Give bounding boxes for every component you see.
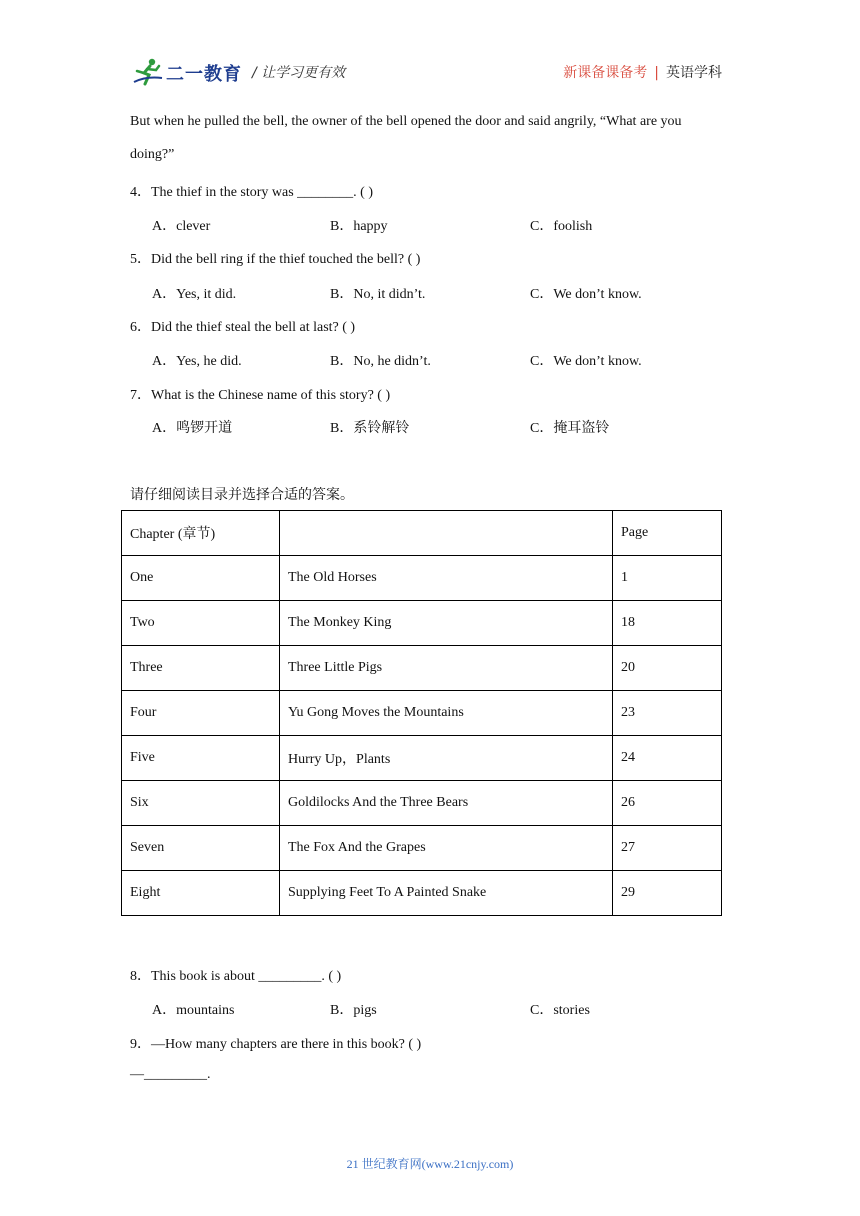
option-b[interactable]: B．系铃解铃 [330, 421, 410, 436]
table-row [122, 871, 722, 916]
page-cell: 1 [613, 556, 722, 601]
question-stem: 8．This book is about _________. ( ) [130, 969, 342, 984]
chapter-cell: Three [122, 646, 280, 691]
option-a[interactable]: A．Yes, it did. [152, 287, 237, 302]
page-cell: 18 [613, 601, 722, 646]
table-row [122, 826, 722, 871]
table-row [122, 601, 722, 646]
chapter-cell: One [122, 556, 280, 601]
passage-line: But when he pulled the bell, the owner of the bell opened the door and said angrily, “What are you [130, 114, 682, 129]
title-cell: Yu Gong Moves the Mountains [280, 691, 613, 736]
table-row [122, 781, 722, 826]
title-cell: Supplying Feet To A Painted Snake [280, 871, 613, 916]
chapter-cell: Four [122, 691, 280, 736]
option-a[interactable]: A．Yes, he did. [152, 354, 242, 369]
option-c[interactable]: C．We don’t know. [530, 354, 642, 369]
header-cell-chapter: Chapter (章节) [122, 511, 280, 556]
page-cell: 29 [613, 871, 722, 916]
header-separator: | [654, 65, 659, 81]
question-stem: 4．The thief in the story was ________. ( ) [130, 185, 374, 200]
title-cell: The Fox And the Grapes [280, 826, 613, 871]
page-cell: 24 [613, 736, 722, 781]
option-c[interactable]: C．foolish [530, 219, 593, 234]
section-instruction: 请仔细阅读目录并选择合适的答案。 [130, 488, 354, 503]
header-right [563, 62, 722, 82]
header-cell-title [280, 511, 613, 556]
question-stem: 9．—How many chapters are there in this book? ( ) [130, 1037, 422, 1052]
title-cell: The Monkey King [280, 601, 613, 646]
table-header-row [122, 511, 722, 556]
question-stem: 6．Did the thief steal the bell at last? ( ) [130, 320, 356, 335]
question-stem: 5．Did the bell ring if the thief touched the bell? ( ) [130, 252, 421, 267]
chapter-cell: Eight [122, 871, 280, 916]
title-cell: Three Little Pigs [280, 646, 613, 691]
passage-line: doing?” [130, 147, 175, 162]
brand-logo-text: 二一教育 [166, 64, 242, 85]
table-row [122, 646, 722, 691]
table-row [122, 556, 722, 601]
option-a[interactable]: A．mountains [152, 1003, 235, 1018]
option-b[interactable]: B．No, it didn’t. [330, 287, 426, 302]
header-slogan: / 让学习更有效 [252, 65, 346, 81]
title-cell: Goldilocks And the Three Bears [280, 781, 613, 826]
table-row [122, 736, 722, 781]
header-subject: 英语学科 [666, 65, 722, 81]
option-a[interactable]: A．鸣锣开道 [152, 421, 233, 436]
page-cell: 27 [613, 826, 722, 871]
option-b[interactable]: B．happy [330, 219, 388, 234]
chapter-cell: Two [122, 601, 280, 646]
option-c[interactable]: C．stories [530, 1003, 590, 1018]
runner-logo-icon [132, 58, 164, 86]
option-b[interactable]: B．No, he didn’t. [330, 354, 431, 369]
page-cell: 26 [613, 781, 722, 826]
page-footer: 21 世纪教育网(www.21cnjy.com) [346, 1157, 514, 1171]
chapter-cell: Five [122, 736, 280, 781]
title-cell: Hurry Up，Plants [280, 736, 613, 781]
table-row [122, 691, 722, 736]
header-cell-page: Page [613, 511, 722, 556]
table-of-contents [121, 510, 722, 916]
chapter-cell: Seven [122, 826, 280, 871]
header-course: 新课备课备考 [563, 65, 648, 81]
option-a[interactable]: A．clever [152, 219, 211, 234]
title-cell: The Old Horses [280, 556, 613, 601]
chapter-cell: Six [122, 781, 280, 826]
page-cell: 23 [613, 691, 722, 736]
answer-blank[interactable]: —_________. [130, 1067, 211, 1082]
page-cell: 20 [613, 646, 722, 691]
question-stem: 7．What is the Chinese name of this story? ( ) [130, 388, 391, 403]
option-c[interactable]: C．掩耳盗铃 [530, 421, 610, 436]
option-c[interactable]: C．We don’t know. [530, 287, 642, 302]
option-b[interactable]: B．pigs [330, 1003, 377, 1018]
